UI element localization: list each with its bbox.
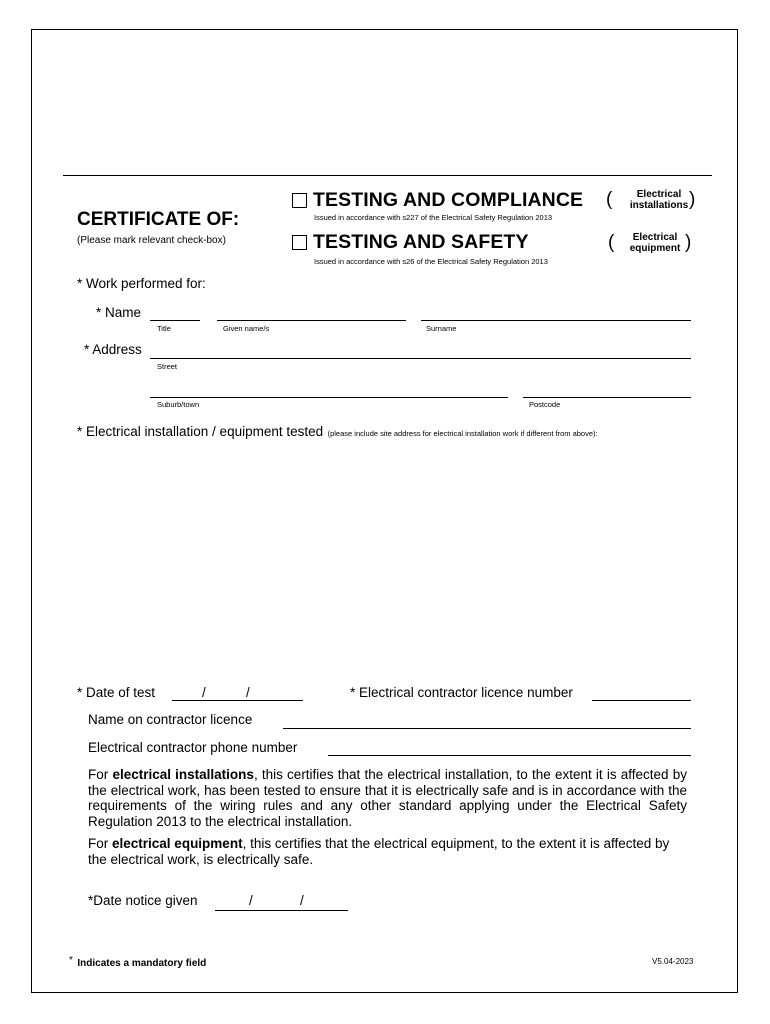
- address-label: * Address: [84, 342, 142, 357]
- date-notice-label: *Date notice given: [88, 893, 198, 908]
- safety-bracket-line2: equipment: [629, 242, 681, 254]
- date-of-test-field[interactable]: [172, 700, 303, 701]
- licence-number-field[interactable]: [592, 700, 691, 701]
- given-name-caption: Given name/s: [223, 324, 270, 333]
- title-field[interactable]: [150, 320, 200, 321]
- safety-bracket-label: [624, 233, 686, 254]
- mark-checkbox-note: (Please mark relevant check-box): [77, 235, 226, 246]
- street-caption: Street: [157, 362, 178, 371]
- para2-bold: electrical equipment: [112, 836, 243, 851]
- installation-tested-area[interactable]: [77, 442, 691, 672]
- licence-number-label: * Electrical contractor licence number: [350, 685, 573, 700]
- certificate-of-heading: CERTIFICATE OF:: [77, 209, 240, 230]
- name-label: * Name: [96, 305, 142, 320]
- surname-caption: Surname: [426, 324, 457, 333]
- work-performed-for-heading: * Work performed for:: [77, 276, 206, 291]
- surname-field[interactable]: [421, 320, 691, 321]
- certification-installations-paragraph: [88, 767, 687, 829]
- header-rule: [63, 175, 712, 176]
- safety-open-bracket: (: [608, 232, 615, 253]
- date-of-test-label: * Date of test: [77, 685, 156, 700]
- postcode-caption: Postcode: [529, 400, 561, 409]
- mandatory-text: Indicates a mandatory field: [77, 958, 207, 969]
- safety-checkbox[interactable]: [292, 235, 307, 250]
- name-on-licence-field[interactable]: [283, 728, 691, 729]
- safety-bracket-line1: Electrical: [632, 232, 678, 243]
- name-on-licence-label: Name on contractor licence: [88, 712, 253, 727]
- version-label: V5.04-2023: [652, 957, 694, 966]
- given-name-field[interactable]: [217, 320, 406, 321]
- installation-tested-label: * Electrical installation / equipment tested: [77, 424, 324, 439]
- street-field[interactable]: [150, 358, 691, 359]
- para1-rest: , this certifies that the electrical installation, to the extent it is affected by the electrical work, has been tested to ensure that it is electrically safe and is in accordance with the requirements of the wiring rules and any other standard applying under the Electrical Safety Regulation 2013 to the electrical installation.: [88, 767, 687, 829]
- date-notice-sep2: /: [300, 893, 304, 908]
- date-of-test-sep1: /: [202, 685, 206, 700]
- para2-rest: , this certifies that the electrical equipment, to the extent it is affected by the electrical work, is electrically safe.: [88, 836, 670, 867]
- certification-equipment-paragraph: [88, 836, 687, 867]
- mandatory-note: [69, 953, 206, 971]
- title-caption: Title: [157, 324, 171, 333]
- safety-close-bracket: ): [685, 232, 692, 253]
- compliance-regulation-note: Issued in accordance with s227 of the Electrical Safety Regulation 2013: [314, 213, 553, 222]
- installation-tested-note: (please include site address for electrical installation work if different from above):: [327, 429, 598, 438]
- para1-prefix: For: [88, 767, 113, 782]
- suburb-field[interactable]: [150, 397, 508, 398]
- date-of-test-sep2: /: [246, 685, 250, 700]
- para2-prefix: For: [88, 836, 113, 851]
- compliance-bracket-line2: installations: [629, 199, 689, 211]
- mandatory-star: *: [69, 955, 73, 966]
- para1-bold: electrical installations: [112, 767, 254, 782]
- compliance-title: TESTING AND COMPLIANCE: [313, 189, 584, 211]
- suburb-caption: Suburb/town: [157, 400, 200, 409]
- safety-title: TESTING AND SAFETY: [313, 231, 529, 253]
- date-notice-sep1: /: [249, 893, 253, 908]
- compliance-checkbox[interactable]: [292, 193, 307, 208]
- contractor-phone-field[interactable]: [328, 755, 691, 756]
- installation-tested-row: [77, 423, 598, 441]
- safety-regulation-note: Issued in accordance with s26 of the Electrical Safety Regulation 2013: [314, 257, 548, 266]
- contractor-phone-label: Electrical contractor phone number: [88, 740, 298, 755]
- compliance-close-bracket: ): [689, 189, 696, 210]
- compliance-bracket-label: [628, 190, 690, 211]
- compliance-open-bracket: (: [606, 189, 613, 210]
- postcode-field[interactable]: [523, 397, 691, 398]
- date-notice-field[interactable]: [215, 910, 348, 911]
- compliance-bracket-line1: Electrical: [636, 189, 682, 200]
